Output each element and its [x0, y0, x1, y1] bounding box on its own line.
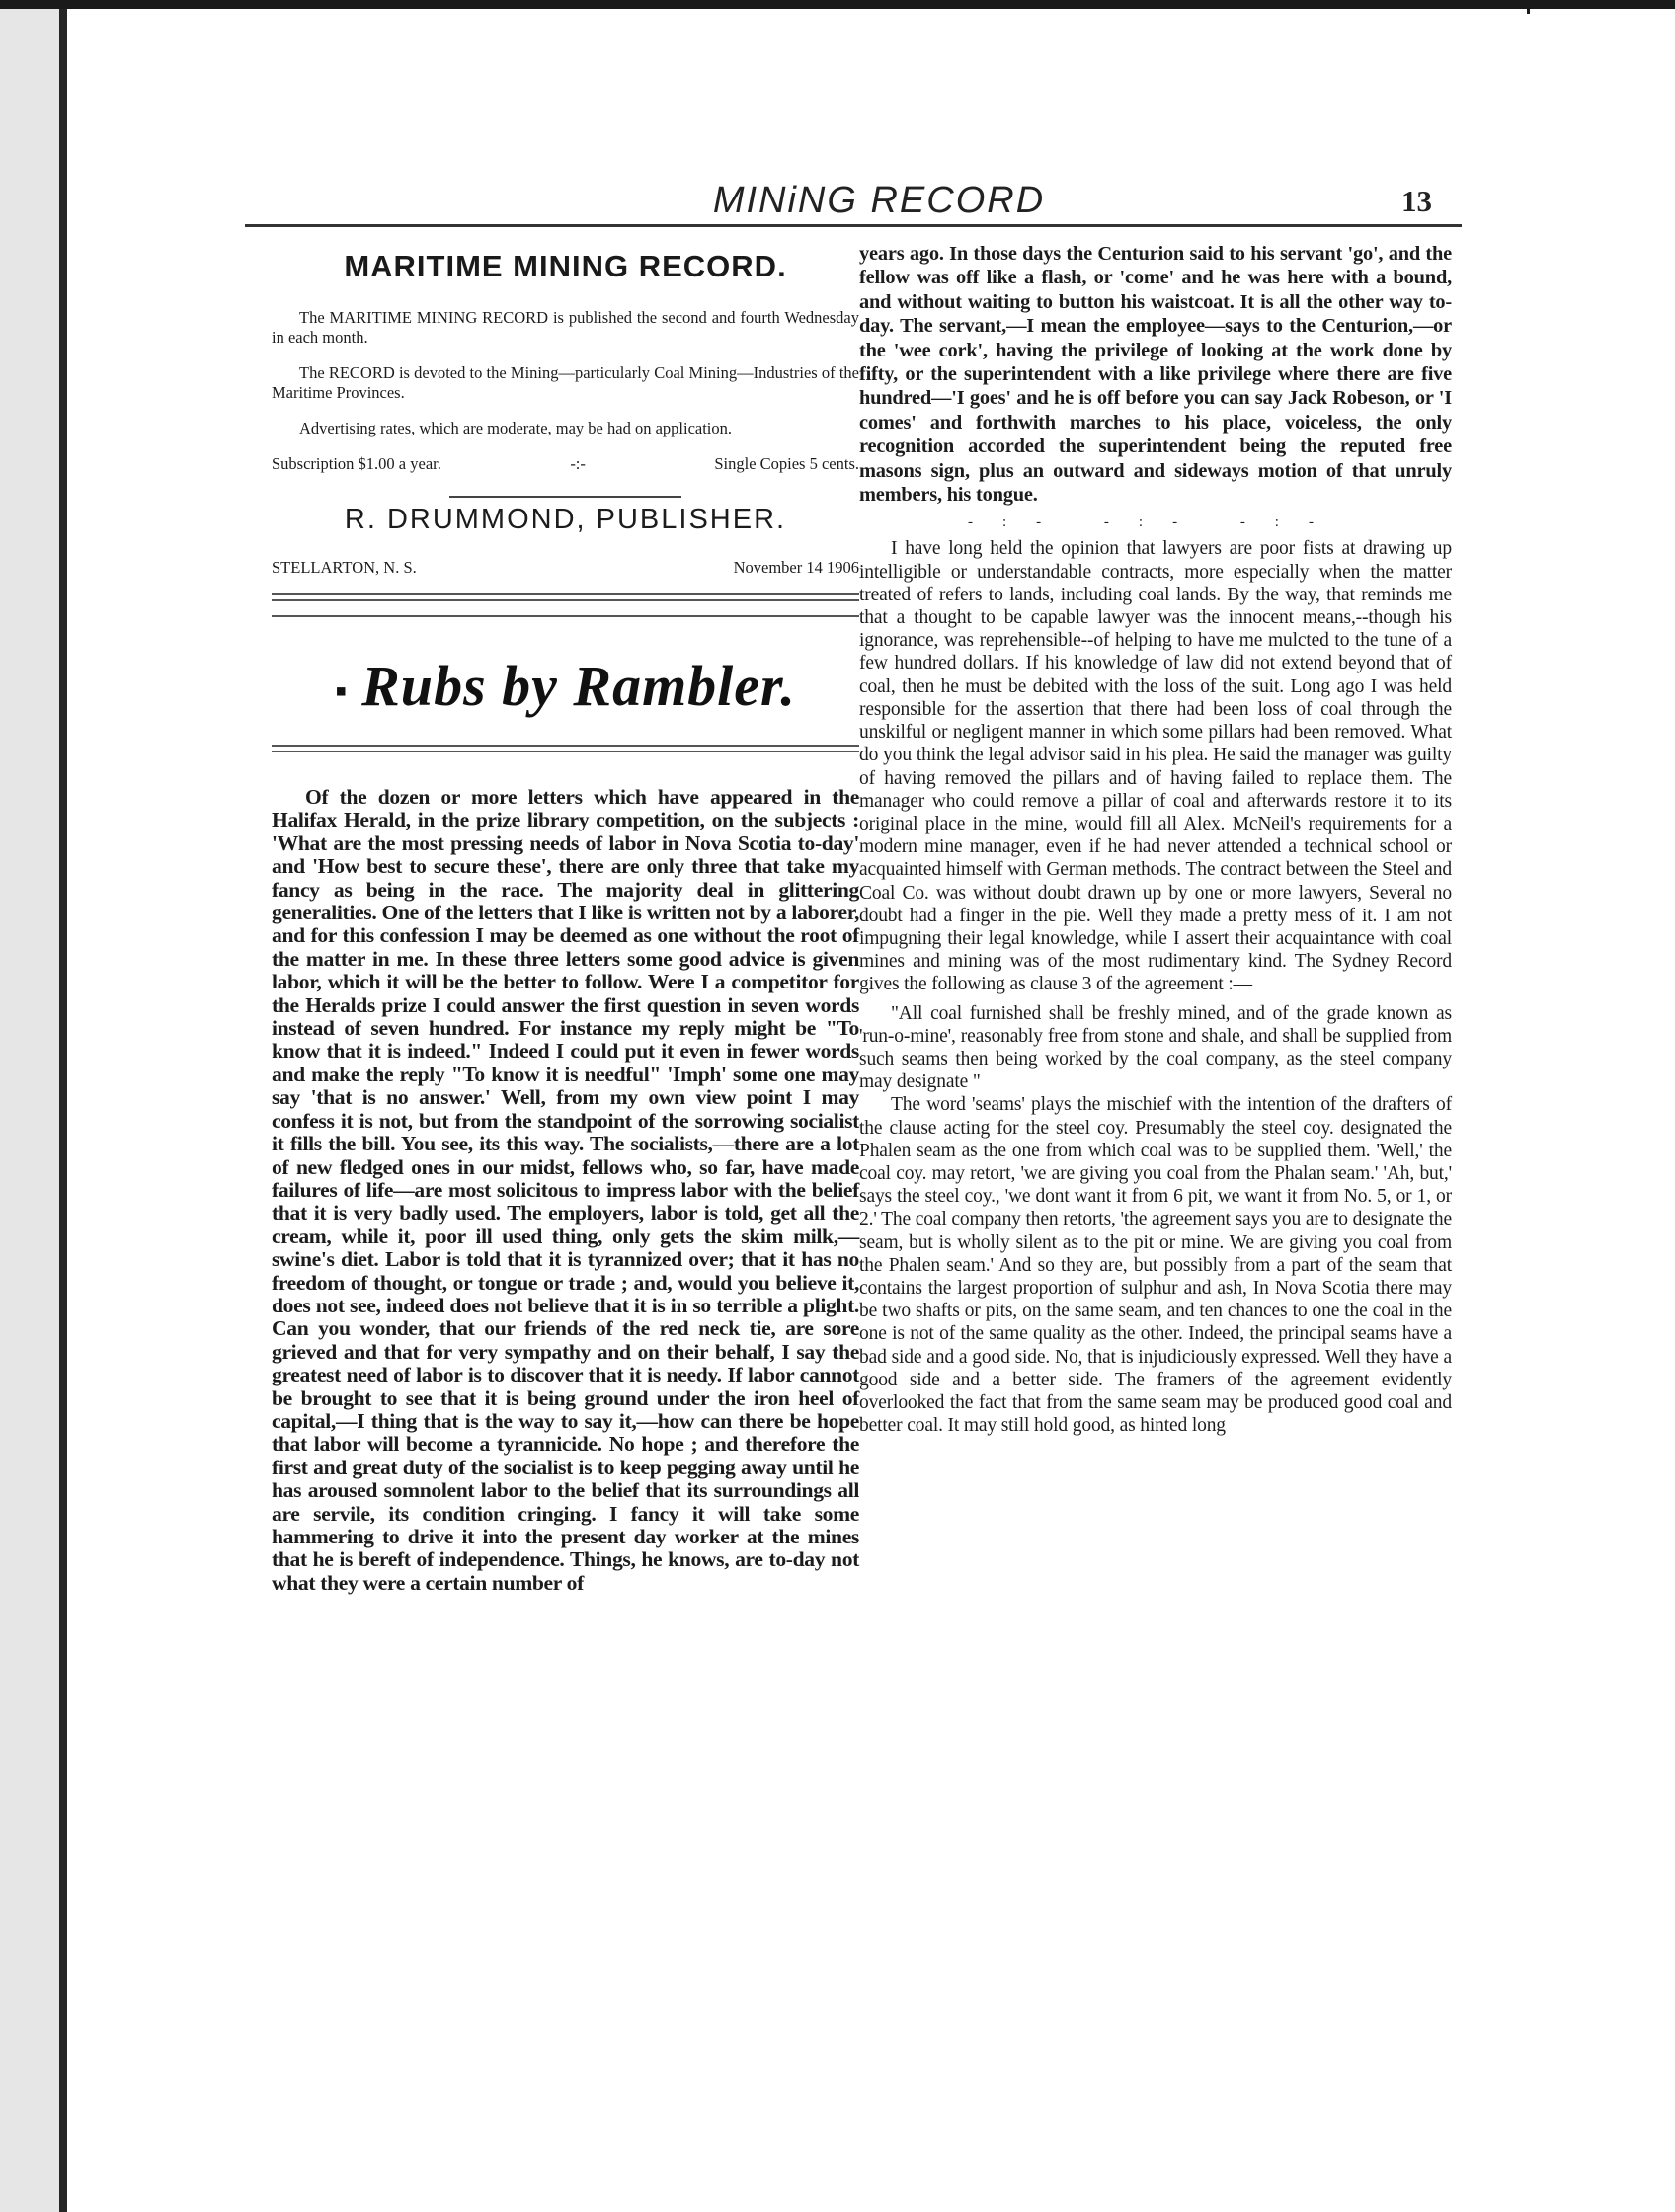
- single-copy-price: Single Copies 5 cents.: [714, 454, 859, 473]
- masthead-publication-note: The MARITIME MINING RECORD is published the second and fourth Wednesday in each month.: [272, 308, 859, 347]
- masthead-devoted-note: The RECORD is devoted to the Mining—particularly Coal Mining—Industries of the Maritime Provinces.: [272, 363, 859, 402]
- masthead-rule: [272, 615, 859, 617]
- page-top-mark: [1527, 0, 1530, 14]
- masthead-price-row: [272, 454, 859, 474]
- publication-date: November 14 1906: [733, 558, 859, 577]
- subscription-price: Subscription $1.00 a year.: [272, 454, 441, 473]
- right-column: [859, 242, 1452, 1437]
- dateline: [272, 558, 859, 578]
- publication-place: STELLARTON, N. S.: [272, 558, 417, 577]
- article-title: [272, 653, 859, 719]
- page-number: 13: [1401, 184, 1432, 218]
- masthead-double-rule: [272, 593, 859, 601]
- masthead-title: MARITIME MINING RECORD.: [344, 249, 787, 283]
- price-separator: -:-: [570, 454, 586, 473]
- section-divider: -:- -:- -:-: [968, 514, 1343, 531]
- article-right-text-1: years ago. In those days the Centurion said to his servant 'go', and the fellow was off like a flash, or 'come' and he was here with a bound, and without waiting to button his waistcoat. It is all the other way to-day. The servant,—I mean the employee—says to the Centurion,—or the 'wee cork', having the privilege of looking at the work done by fifty, or the superintendent with a like privilege where there are five hundred—'I goes' and he is off before you can say Jack Robeson, or 'I comes' and forthwith marches to his place, voiceless, the only recognition accorded the superintendent being the reputed free masons sign, plus an outward and sideways motion of that unruly members, his tongue.: [859, 243, 1452, 507]
- article-title-text: Rubs by Rambler.: [361, 654, 796, 718]
- page-top-edge: [0, 0, 1675, 9]
- masthead-advertising-note: Advertising rates, which are moderate, may be had on application.: [299, 419, 733, 437]
- publisher-line: R. DRUMMOND, PUBLISHER.: [344, 504, 787, 535]
- running-title: MINiNG RECORD: [712, 180, 1046, 221]
- scan-binding-rule: [59, 9, 67, 2212]
- masthead-short-rule: [449, 496, 681, 498]
- article-right-text-4: The word 'seams' plays the mischief with the intention of the drafters of the clause acting for the steel coy. Presumably the steel coy. designated the Phalen seam as the one from which coal was to be supplied them. 'Well,' the coal coy. may retort, 'we are giving you coal from the Phalan seam.' 'Ah, but,' says the steel coy., 'we dont want it from 6 pit, we want it from No. 5, or 1, or 2.' The coal company then retorts, 'the agreement says you are to designate the seam, but is wholly silent as to the pit or mine. We are giving you coal from the Phalen seam.' And so they are, but possibly from a part of the seam that contains the largest proportion of sulphur and ash, In Nova Scotia there may be two shafts or pits, on the same seam, and ten chances to one the coal in the one is not of the same quality as the other. Indeed, the principal seams have a bad side and a good side. No, that is injudiciously expressed. Well they have a good side and a better side. The framers of the agreement evidently overlooked the fact that from the same seam may be produced good coal and better coal. It may still hold good, as hinted long: [859, 1094, 1452, 1437]
- title-double-rule: [272, 745, 859, 752]
- header-rule: [245, 224, 1462, 227]
- article-left-text: Of the dozen or more letters which have appeared in the Halifax Herald, in the prize library competition, on the subjects : 'What are the most pressing needs of labor in Nova Scotia to-day' and 'How best to secure these', there are only three that take my fancy as being in the race. The majority deal in glittering generalities. One of the letters that I like is written not by a laborer, and for this confession I may be deemed as one without the root of the matter in me. In these three letters some good advice is given labor, which it will be the better to follow. Were I a competitor for the Heralds prize I could answer the first question in seven words instead of seven hundred. For instance my reply might be "To know that it is indeed." Indeed I could put it even in fewer words and make the reply "To know it is needful" 'Imph' some one may say 'that is no answer.' Well, from my own view point I may confess it is not, but from the standpoint of the sorrowing socialist it fills the bill. You see, its this way. The socialists,—there are a lot of new fledged ones in our midst, fellows who, so far, have made failures of life—are most solicitous to impress labor with the belief that it is very badly used. The employers, labor is told, get all the cream, while it, poor ill used thing, only gets the skim milk,—swine's diet. Labor is told that it is tyrannized over; that it has no freedom of thought, or tongue or trade ; and, would you believe it, does not see, indeed does not believe that it is in so terrible a plight. Can you wonder, that our friends of the red neck tie, are sore grieved and that for very sympathy and on their behalf, I say the greatest need of labor is to discover that it is needy. If labor cannot be brought to see that it is being ground under the iron heel of capital,—I thing that is the way to say it,—how can there be hope that labor will become a tyrannicide. No hope ; and therefore the first and great duty of the socialist is to keep pegging away until he has aroused somnolent labor to the belief that its surroundings all are servile, its condition cringing. I fancy it will take some hammering to drive it into the present day worker at the mines that he is bereft of independence. Things, he knows, are to-day not what they were a certain number of: [272, 785, 859, 1595]
- article-right-text-2: I have long held the opinion that lawyers are poor fists at drawing up intelligible or understandable contracts, more especially when the matter treated of refers to lands, including coal lands. By the way, that reminds me that a thought to be capable lawyer was the innocent means,--though his ignorance, was reprehensible--of helping to have me mulcted to the tune of a few hundred dollars. If his knowledge of law did not extend beyond that of coal, then he must be debited with the loss of the suit. Long ago I was held responsible for the assertion that there had been loss of coal through the unskilful or negligent manner in which some pillars had been removed. What do you think the legal advisor said in his plea. He said the manager was guilty of having removed the pillars and of having failed to replace them. The manager who could remove a pillar of coal and afterwards restore it to its original place in the mine, would fill all Alex. McNeil's requirements for a modern mine manager, even if he had never attended a technical school or acquainted himself with German methods. The contract between the Steel and Coal Co. was without doubt drawn up by one or more lawyers, Several no doubt had a finger in the pie. Well they made a pretty mess of it. I am not impugning their legal knowledge, while I assert their acquaintance with coal mines and mining was of the most rudimentary kind. The Sydney Record gives the following as clause 3 of the agreement :—: [859, 538, 1452, 995]
- title-bullet: ▪: [335, 672, 349, 710]
- scan-margin-shade: [0, 9, 59, 2212]
- left-column: [272, 235, 859, 1595]
- agreement-quote: "All coal furnished shall be freshly mined, and of the grade known as 'run-o-mine', reasonably free from stone and shale, and shall be supplied from such seams then being worked by the coal company, as the steel company may designate ": [859, 1002, 1452, 1093]
